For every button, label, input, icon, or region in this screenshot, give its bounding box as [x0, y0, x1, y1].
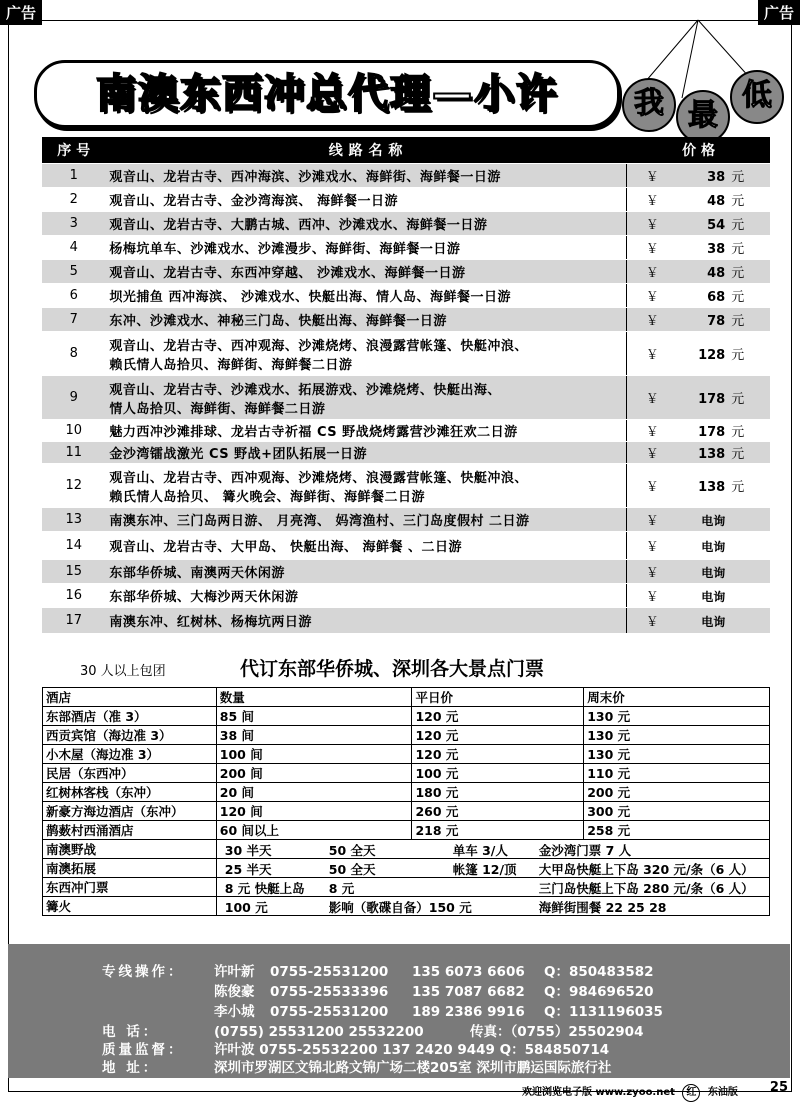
- header-num: 序 号: [42, 137, 105, 164]
- route-text: 南澳东冲、三门岛两日游、 月亮湾、 妈湾渔村、三门岛度假村 二日游: [109, 514, 530, 529]
- route-cell: [105, 188, 626, 212]
- price-value: 38: [707, 242, 726, 257]
- price-cell: [627, 236, 770, 260]
- currency-symbol: ￥: [645, 314, 659, 329]
- ops-phone: 0755-25531200: [270, 964, 389, 980]
- price-unit: 元: [731, 170, 745, 185]
- address-value: 深圳市罗湖区文锦北路文锦广场二楼205室 深圳市鹏运国际旅行社: [214, 1060, 612, 1076]
- route-row: [42, 212, 770, 236]
- route-text: 观音山、龙岩古寺、西冲观海、沙滩烧烤、浪漫露营帐篷、快艇冲浪、: [109, 470, 528, 486]
- title-banner: [34, 60, 620, 128]
- route-num: 3: [42, 212, 105, 236]
- service-a: 8 元 快艇上岛: [224, 881, 305, 896]
- ops-qq: Q：850483582: [544, 964, 654, 980]
- hotel-row: [43, 783, 770, 802]
- route-row: [42, 508, 770, 532]
- currency-symbol: ￥: [645, 266, 659, 281]
- price-call: 电询: [701, 566, 726, 580]
- hotel-weekday-price: 120 元: [412, 745, 584, 764]
- price-cell: [627, 442, 770, 464]
- price-call: 电询: [701, 590, 726, 604]
- service-b: 50 全天: [328, 862, 376, 877]
- group-note: 30 人以上包团: [80, 664, 166, 679]
- service-d: 三门岛快艇上下岛 280 元/条（6 人）: [538, 881, 754, 896]
- price-cell: [627, 560, 770, 584]
- slogan-char-3: 低: [730, 70, 784, 124]
- ops-mobile: 135 7087 6682: [412, 984, 525, 1000]
- currency-symbol: ￥: [645, 242, 659, 257]
- price-call: 电询: [701, 615, 726, 629]
- currency-symbol: ￥: [645, 194, 659, 209]
- route-row: [42, 532, 770, 560]
- currency-symbol: ￥: [645, 170, 659, 185]
- price-value: 48: [707, 194, 726, 209]
- hotel-weekday-price: 260 元: [412, 802, 584, 821]
- route-text: 坝光捕鱼 西冲海滨、 沙滩戏水、快艇出海、情人岛、海鲜餐一日游: [109, 290, 511, 305]
- route-cell: [105, 508, 626, 532]
- hotel-row: [43, 764, 770, 783]
- ad-label-left: 广告: [0, 0, 42, 25]
- route-row: [42, 188, 770, 212]
- price-value: 68: [707, 290, 726, 305]
- route-cell: [105, 284, 626, 308]
- ops-phone: 0755-25531200: [270, 1004, 389, 1020]
- price-value: 38: [707, 170, 726, 185]
- route-text: 观音山、龙岩古寺、大甲岛、 快艇出海、 海鲜餐 、二日游: [109, 540, 462, 555]
- ops-name: 许叶新: [214, 964, 255, 980]
- bottom-note: 欢迎浏览电子版 www.zyoo.net: [522, 1087, 675, 1098]
- hotel-weekday-price: 120 元: [412, 707, 584, 726]
- route-cell: [105, 532, 626, 560]
- route-text-line2: 赖氏情人岛拾贝、 篝火晚会、海鲜街、海鲜餐二日游: [109, 489, 425, 505]
- header-price: 价 格: [627, 137, 770, 164]
- currency-symbol: ￥: [645, 392, 659, 407]
- route-text: 观音山、龙岩古寺、大鹏古城、西冲、沙滩戏水、海鲜餐一日游: [109, 218, 488, 233]
- ops-phone: 0755-25533396: [270, 984, 389, 1000]
- route-text: 东冲、沙滩戏水、神秘三门岛、快艇出海、海鲜餐一日游: [109, 314, 447, 329]
- price-cell: [627, 284, 770, 308]
- price-cell: [627, 260, 770, 284]
- route-text: 魅力西冲沙滩排球、龙岩古寺祈福 CS 野战烧烤露营沙滩狂欢二日游: [109, 425, 518, 440]
- hotel-name: 东部酒店（准 3）: [43, 707, 217, 726]
- hotel-header-weekday: 平日价: [412, 688, 584, 707]
- route-row: [42, 608, 770, 634]
- hotel-header-name: 酒店: [43, 688, 217, 707]
- hotel-header-weekend: 周末价: [584, 688, 770, 707]
- service-a: 25 半天: [224, 862, 272, 877]
- route-cell: [105, 584, 626, 608]
- hotel-qty: 200 间: [216, 764, 412, 783]
- service-b: 50 全天: [328, 843, 376, 858]
- address-row: [8, 1058, 790, 1078]
- hotel-weekend-price: 130 元: [584, 707, 770, 726]
- currency-symbol: ￥: [645, 480, 659, 495]
- price-value: 54: [707, 218, 726, 233]
- price-unit: 元: [731, 242, 745, 257]
- route-num: 15: [42, 560, 105, 584]
- price-unit: 元: [731, 314, 745, 329]
- route-num: 11: [42, 442, 105, 464]
- bottom-badge: 红: [682, 1084, 700, 1102]
- hotel-row: [43, 707, 770, 726]
- service-name: 南澳拓展: [43, 859, 217, 878]
- hotel-price-table: [42, 687, 770, 916]
- service-a: 30 半天: [224, 843, 272, 858]
- route-row: [42, 376, 770, 420]
- route-cell: [105, 464, 626, 508]
- hotel-qty: 85 间: [216, 707, 412, 726]
- address-label: 地 址：: [102, 1060, 160, 1076]
- service-d: 金沙湾门票 7 人: [538, 843, 632, 858]
- route-cell: [105, 260, 626, 284]
- ad-label-right: 广告: [758, 0, 800, 25]
- fax-value: 传真：（0755）25502904: [470, 1024, 644, 1040]
- price-cell: [627, 376, 770, 420]
- route-num: 4: [42, 236, 105, 260]
- route-text-line2: 赖氏情人岛拾贝、海鲜街、海鲜餐二日游: [109, 357, 353, 373]
- hotel-weekday-price: 100 元: [412, 764, 584, 783]
- hotel-name: 红树林客栈（东冲）: [43, 783, 217, 802]
- service-details: [216, 859, 769, 878]
- page-number: 25: [769, 1080, 788, 1095]
- route-num: 5: [42, 260, 105, 284]
- route-cell: [105, 560, 626, 584]
- route-cell: [105, 608, 626, 634]
- ops-mobile: 189 2386 9916: [412, 1004, 525, 1020]
- price-cell: [627, 532, 770, 560]
- route-text: 东部华侨城、大梅沙两天休闲游: [109, 590, 299, 605]
- ops-row-2: [8, 982, 790, 1002]
- route-cell: [105, 236, 626, 260]
- ops-name: 陈俊豪: [214, 984, 255, 1000]
- service-a: 100 元: [224, 900, 268, 915]
- price-value: 138: [698, 480, 726, 495]
- price-cell: [627, 508, 770, 532]
- slogan-char-2: 最: [676, 90, 730, 144]
- route-text: 观音山、龙岩古寺、沙滩戏水、拓展游戏、沙滩烧烤、快艇出海、: [109, 382, 501, 398]
- currency-symbol: ￥: [645, 566, 659, 581]
- price-value: 48: [707, 266, 726, 281]
- route-row: [42, 420, 770, 442]
- hotel-weekend-price: 130 元: [584, 726, 770, 745]
- hotel-weekend-price: 110 元: [584, 764, 770, 783]
- extra-service-row: [43, 878, 770, 897]
- ops-qq: Q：1131196035: [544, 1004, 663, 1020]
- ops-name: 李小城: [214, 1004, 255, 1020]
- contact-footer: [8, 944, 790, 1078]
- hotel-header-qty: 数量: [216, 688, 412, 707]
- ops-row-1: [8, 962, 790, 982]
- currency-symbol: ￥: [645, 590, 659, 605]
- route-num: 12: [42, 464, 105, 508]
- route-row: [42, 284, 770, 308]
- slogan-char-1: 我: [622, 78, 676, 132]
- hotel-name: 民居（东西冲）: [43, 764, 217, 783]
- hotel-qty: 38 间: [216, 726, 412, 745]
- price-unit: 元: [731, 480, 745, 495]
- service-name: 篝火: [43, 897, 217, 916]
- route-text: 观音山、龙岩古寺、东西冲穿越、 沙滩戏水、海鲜餐一日游: [109, 266, 466, 281]
- service-b: 8 元: [328, 881, 355, 896]
- route-cell: [105, 442, 626, 464]
- service-c: 单车 3/人: [452, 843, 508, 858]
- tel-value: (0755) 25531200 25532200: [214, 1024, 424, 1040]
- service-d: 海鲜街围餐 22 25 28: [538, 900, 667, 915]
- route-row: [42, 584, 770, 608]
- route-text: 南澳东冲、红树林、杨梅坑两日游: [109, 615, 312, 630]
- price-unit: 元: [731, 348, 745, 363]
- extra-service-row: [43, 897, 770, 916]
- route-num: 7: [42, 308, 105, 332]
- hotel-qty: 60 间以上: [216, 821, 412, 840]
- route-num: 14: [42, 532, 105, 560]
- ops-row-3: [8, 1002, 790, 1022]
- price-unit: 元: [731, 266, 745, 281]
- ticket-title: 代订东部华侨城、深圳各大景点门票: [240, 658, 545, 680]
- hotel-row: [43, 745, 770, 764]
- route-price-table: [42, 137, 770, 634]
- service-d: 大甲岛快艇上下岛 320 元/条（6 人）: [538, 862, 754, 877]
- price-value: 178: [698, 392, 726, 407]
- hotel-qty: 20 间: [216, 783, 412, 802]
- route-num: 17: [42, 608, 105, 634]
- hotel-row: [43, 802, 770, 821]
- route-row: [42, 236, 770, 260]
- route-text: 杨梅坑单车、沙滩戏水、沙滩漫步、海鲜街、海鲜餐一日游: [109, 242, 461, 257]
- price-value: 138: [698, 447, 726, 462]
- hotel-row: [43, 821, 770, 840]
- route-text: 观音山、龙岩古寺、金沙湾海滨、 海鲜餐一日游: [109, 194, 398, 209]
- hotel-header-row: [43, 688, 770, 707]
- service-details: [216, 840, 769, 859]
- price-cell: [627, 308, 770, 332]
- price-unit: 元: [731, 218, 745, 233]
- route-cell: [105, 376, 626, 420]
- hotel-row: [43, 726, 770, 745]
- price-cell: [627, 164, 770, 188]
- price-unit: 元: [731, 447, 745, 462]
- ops-label: 专线操作：: [102, 964, 185, 980]
- hotel-weekend-price: 130 元: [584, 745, 770, 764]
- route-num: 6: [42, 284, 105, 308]
- header-route: 线 路 名 称: [105, 137, 626, 164]
- hotel-weekend-price: 200 元: [584, 783, 770, 802]
- route-row: [42, 442, 770, 464]
- route-text: 观音山、龙岩古寺、西冲观海、沙滩烧烤、浪漫露营帐篷、快艇冲浪、: [109, 338, 528, 354]
- currency-symbol: ￥: [645, 514, 659, 529]
- price-value: 128: [698, 348, 726, 363]
- extra-service-row: [43, 859, 770, 878]
- hotel-qty: 100 间: [216, 745, 412, 764]
- route-row: [42, 560, 770, 584]
- currency-symbol: ￥: [645, 218, 659, 233]
- route-cell: [105, 212, 626, 236]
- price-call: 电询: [701, 514, 726, 528]
- hotel-name: 西贡宾馆（海边准 3）: [43, 726, 217, 745]
- service-name: 南澳野战: [43, 840, 217, 859]
- hotel-name: 新豪方海边酒店（东冲）: [43, 802, 217, 821]
- price-cell: [627, 420, 770, 442]
- service-c: 帐篷 12/顶: [452, 862, 517, 877]
- route-cell: [105, 332, 626, 376]
- currency-symbol: ￥: [645, 615, 659, 630]
- ops-qq: Q：984696520: [544, 984, 654, 1000]
- price-unit: 元: [731, 290, 745, 305]
- hotel-name: 鹊薮村西涌酒店: [43, 821, 217, 840]
- route-cell: [105, 164, 626, 188]
- price-unit: 元: [731, 425, 745, 440]
- hotel-weekend-price: 300 元: [584, 802, 770, 821]
- currency-symbol: ￥: [645, 290, 659, 305]
- price-cell: [627, 188, 770, 212]
- ops-mobile: 135 6073 6606: [412, 964, 525, 980]
- bottom-note-row: [522, 1083, 738, 1102]
- currency-symbol: ￥: [645, 447, 659, 462]
- supervision-value: 许叶波 0755-25532200 137 2420 9449 Q：584850714: [214, 1042, 610, 1058]
- hotel-name: 小木屋（海边准 3）: [43, 745, 217, 764]
- currency-symbol: ￥: [645, 425, 659, 440]
- route-num: 9: [42, 376, 105, 420]
- hotel-weekday-price: 218 元: [412, 821, 584, 840]
- service-name: 东西冲门票: [43, 878, 217, 897]
- route-num: 2: [42, 188, 105, 212]
- route-row: [42, 332, 770, 376]
- price-cell: [627, 608, 770, 634]
- route-text: 金沙湾镭战激光 CS 野战+团队拓展一日游: [109, 447, 368, 462]
- service-details: [216, 897, 769, 916]
- currency-symbol: ￥: [645, 348, 659, 363]
- route-num: 16: [42, 584, 105, 608]
- route-num: 10: [42, 420, 105, 442]
- price-cell: [627, 584, 770, 608]
- price-cell: [627, 332, 770, 376]
- price-value: 178: [698, 425, 726, 440]
- price-unit: 元: [731, 392, 745, 407]
- route-num: 8: [42, 332, 105, 376]
- hotel-weekday-price: 120 元: [412, 726, 584, 745]
- supervision-row: [8, 1040, 790, 1060]
- service-b: 影响（歌碟自备）150 元: [328, 900, 472, 915]
- hotel-weekend-price: 258 元: [584, 821, 770, 840]
- route-text: 东部华侨城、南澳两天休闲游: [109, 566, 285, 581]
- price-call: 电询: [701, 540, 726, 554]
- bottom-edition: 东油版: [707, 1087, 738, 1098]
- route-row: [42, 308, 770, 332]
- hotel-weekday-price: 180 元: [412, 783, 584, 802]
- route-text: 观音山、龙岩古寺、西冲海滨、沙滩戏水、海鲜街、海鲜餐一日游: [109, 170, 501, 185]
- currency-symbol: ￥: [645, 540, 659, 555]
- tel-row: [8, 1022, 790, 1042]
- route-cell: [105, 308, 626, 332]
- price-unit: 元: [731, 194, 745, 209]
- tel-label: 电 话：: [102, 1024, 160, 1040]
- route-row: [42, 260, 770, 284]
- route-row: [42, 464, 770, 508]
- page-title: 南澳东西冲总代理—小许: [96, 71, 558, 117]
- extra-service-row: [43, 840, 770, 859]
- route-text-line2: 情人岛拾贝、海鲜街、海鲜餐二日游: [109, 401, 326, 417]
- service-details: [216, 878, 769, 897]
- route-cell: [105, 420, 626, 442]
- route-row: [42, 164, 770, 188]
- price-cell: [627, 464, 770, 508]
- supervision-label: 质量监督：: [102, 1042, 185, 1058]
- route-num: 13: [42, 508, 105, 532]
- price-value: 78: [707, 314, 726, 329]
- hotel-qty: 120 间: [216, 802, 412, 821]
- price-cell: [627, 212, 770, 236]
- route-num: 1: [42, 164, 105, 188]
